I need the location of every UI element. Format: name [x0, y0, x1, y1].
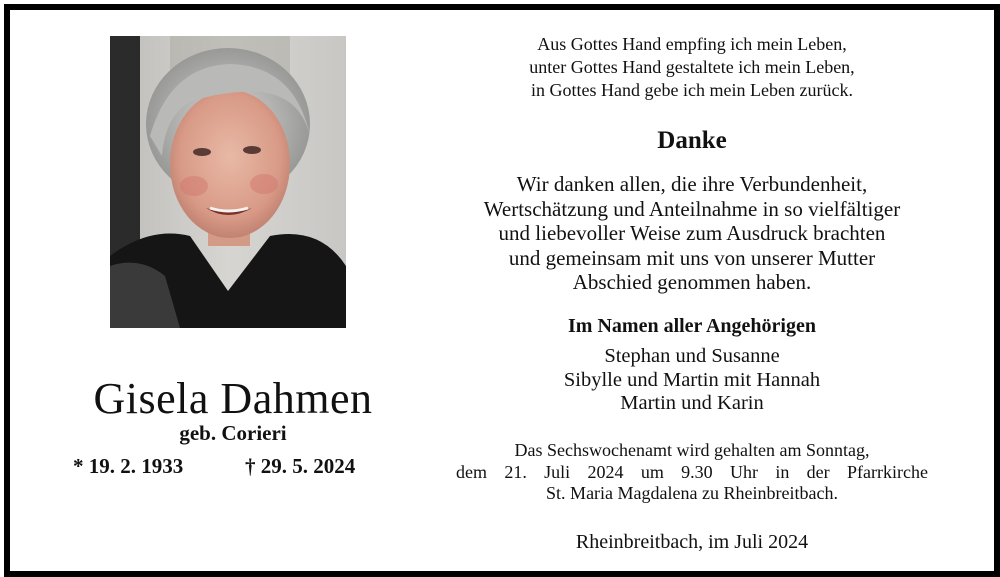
verse	[440, 33, 944, 102]
death-date: † 29. 5. 2024	[245, 454, 356, 478]
verse-line: unter Gottes Hand gestaltete ich mein Leben,	[529, 57, 855, 77]
notice-line-justified	[456, 462, 928, 484]
notice-word: der	[806, 461, 830, 482]
family-member: Stephan und Susanne	[604, 345, 780, 367]
notice-word: 2024	[587, 461, 624, 482]
notice-line: St. Maria Magdalena zu Rheinbreitbach.	[546, 483, 838, 503]
notice-word: in	[775, 461, 790, 482]
danke-heading: Danke	[657, 127, 727, 154]
family-list	[440, 345, 944, 416]
verse-line: in Gottes Hand gebe ich mein Leben zurück.	[531, 80, 853, 100]
thanks-line: Wertschätzung und Anteilnahme in so vielfältiger	[483, 196, 901, 221]
notice-word: Uhr	[730, 461, 758, 482]
deceased-name: Gisela Dahmen	[93, 374, 373, 423]
service-notice	[440, 440, 944, 505]
portrait-image	[110, 36, 346, 328]
thanks-line: Wir danken allen, die ihre Verbundenheit,	[516, 172, 868, 196]
thanks-text	[440, 172, 944, 295]
notice-word: um	[640, 461, 664, 482]
birth-name: geb. Corieri	[179, 421, 287, 445]
notice-word: Pfarrkirche	[846, 461, 928, 482]
notice-word: 21.	[504, 461, 527, 482]
notice-word: dem	[456, 461, 487, 482]
notice-line: Das Sechswochenamt wird gehalten am Sonntag,	[514, 440, 870, 460]
thanks-line: und liebevoller Weise zum Ausdruck brachten	[498, 221, 886, 245]
family-member: Sibylle und Martin mit Hannah	[563, 368, 821, 391]
notice-word: 9.30	[681, 461, 713, 482]
place-date: Rheinbreitbach, im Juli 2024	[575, 531, 809, 553]
family-member: Martin und Karin	[620, 392, 764, 414]
portrait-photo	[110, 36, 346, 328]
verse-line: Aus Gottes Hand empfing ich mein Leben,	[537, 34, 847, 54]
thanks-line: und gemeinsam mit uns von unserer Mutter	[508, 245, 876, 270]
birth-date: * 19. 2. 1933	[73, 454, 184, 478]
family-heading: Im Namen aller Angehörigen	[568, 315, 816, 337]
thanks-line: Abschied genommen haben.	[572, 270, 812, 294]
notice-word: Juli	[544, 461, 571, 482]
